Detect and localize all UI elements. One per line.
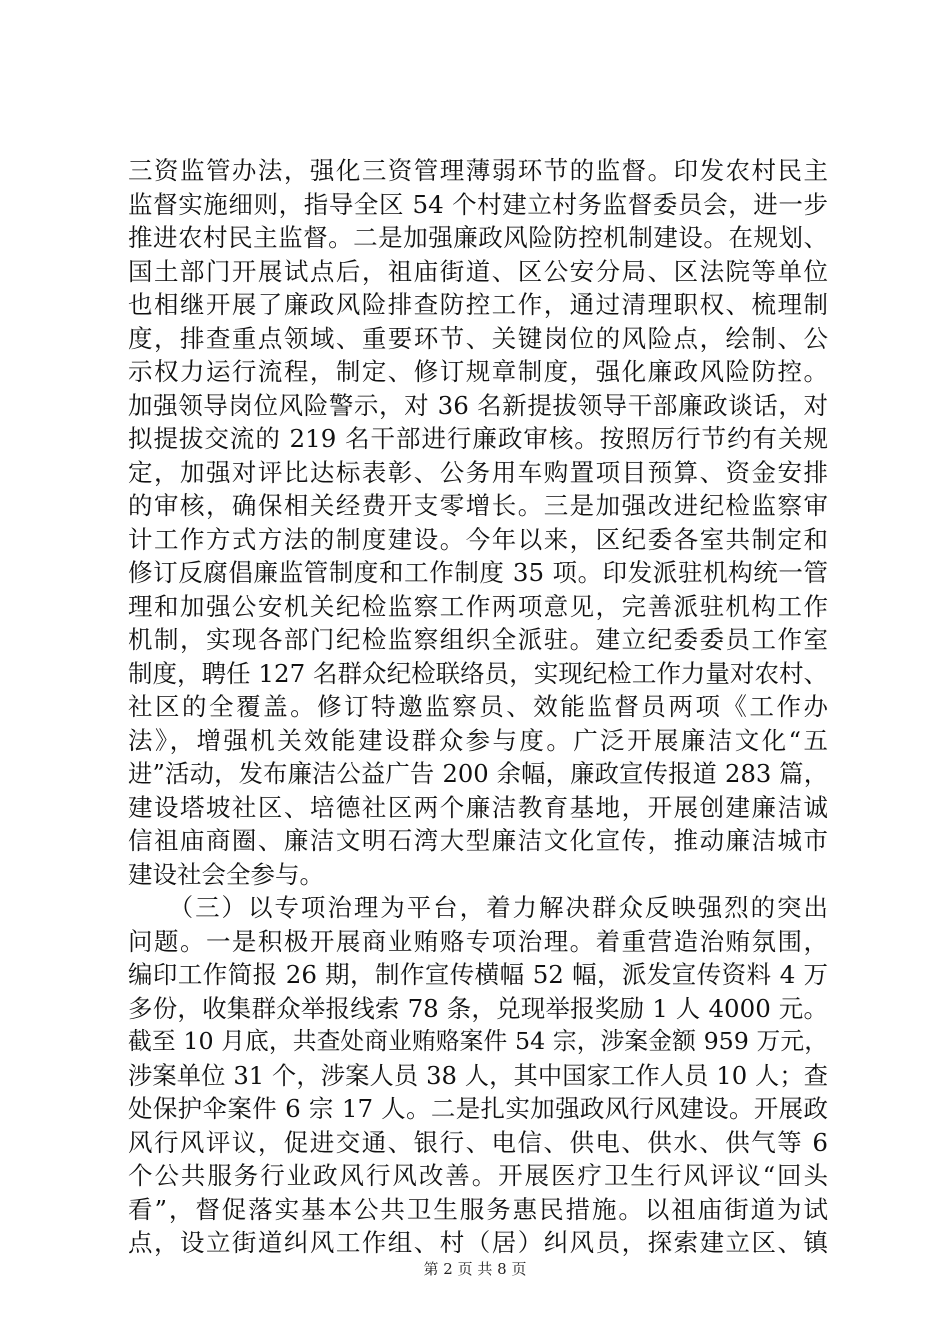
text-line: 度，排查重点领域、重要环节、关键岗位的风险点，绘制、公	[128, 323, 828, 353]
text-line: 监督实施细则，指导全区 54 个村建立村务监督委员会，进一步	[128, 189, 828, 219]
document-body	[128, 154, 828, 1260]
text-line: 的审核，确保相关经费开支零增长。三是加强改进纪检监察审	[128, 491, 828, 520]
text-line: 涉案单位 31 个，涉案人员 38 人，其中国家工作人员 10 人；查	[128, 1060, 828, 1090]
text-line: 修订反腐倡廉监管制度和工作制度 35 项。印发派驻机构统一管	[128, 558, 828, 587]
text-line: 三资监管办法，强化三资管理薄弱环节的监督。印发农村民主	[128, 156, 828, 185]
text-line: 处保护伞案件 6 宗 17 人。二是扎实加强政风行风建设。开展政	[128, 1094, 828, 1123]
text-line: 编印工作简报 26 期，制作宣传横幅 52 幅，派发宣传资料 4 万	[128, 960, 828, 989]
text-line: 示权力运行流程，制定、修订规章制度，强化廉政风险防控。	[128, 357, 828, 386]
text-line: 信祖庙商圈、廉洁文明石湾大型廉洁文化宣传，推动廉洁城市	[128, 826, 828, 855]
text-line: 多份，收集群众举报线索 78 条，兑现举报奖励 1 人 4000 元。	[128, 993, 828, 1023]
text-line: 法》，增强机关效能建设群众参与度。广泛开展廉洁文化“五	[128, 725, 828, 755]
page-number-footer: 第 2 页 共 8 页	[423, 1260, 527, 1278]
text-line: 也相继开展了廉政风险排查防控工作，通过清理职权、梳理制	[128, 290, 828, 319]
text-line: 风行风评议，促进交通、银行、电信、供电、供水、供气等 6	[128, 1127, 828, 1157]
text-line: 国土部门开展试点后，祖庙街道、区公安分局、区法院等单位	[128, 256, 828, 286]
text-line: （三）以专项治理为平台，着力解决群众反映强烈的突出	[128, 893, 828, 922]
text-line: 建设社会全参与。	[128, 859, 324, 889]
text-line: 进”活动，发布廉洁公益广告 200 余幅，廉政宣传报道 283 篇，	[128, 759, 828, 788]
text-line: 计工作方式方法的制度建设。今年以来，区纪委各室共制定和	[128, 524, 828, 554]
text-line: 定，加强对评比达标表彰、公务用车购置项目预算、资金安排	[128, 457, 828, 487]
text-line: 点，设立街道纠风工作组、村（居）纠风员，探索建立区、镇	[128, 1228, 828, 1257]
text-line: 截至 10 月底，共查处商业贿赂案件 54 宗，涉案金额 959 万元，	[128, 1027, 828, 1055]
text-line: 问题。一是积极开展商业贿赂专项治理。着重营造治贿氛围，	[128, 926, 828, 956]
text-line: 理和加强公安机关纪检监察工作两项意见，完善派驻机构工作	[128, 591, 828, 621]
text-line: 拟提拔交流的 219 名干部进行廉政审核。按照厉行节约有关规	[128, 424, 828, 453]
text-line: 看”，督促落实基本公共卫生服务惠民措施。以祖庙街道为试	[128, 1194, 828, 1224]
text-line: 个公共服务行业政风行风改善。开展医疗卫生行风评议“回头	[128, 1161, 828, 1190]
text-line: 社区的全覆盖。修订特邀监察员、效能监督员两项《工作办	[128, 692, 828, 721]
text-line: 机制，实现各部门纪检监察组织全派驻。建立纪委委员工作室	[128, 625, 828, 654]
text-line: 推进农村民主监督。二是加强廉政风险防控机制建设。在规划、	[128, 223, 828, 252]
text-line: 建设塔坡社区、培德社区两个廉洁教育基地，开展创建廉洁诚	[128, 792, 828, 822]
text-line: 制度，聘任 127 名群众纪检联络员，实现纪检工作力量对农村、	[128, 658, 828, 688]
text-line: 加强领导岗位风险警示，对 36 名新提拔领导干部廉政谈话，对	[128, 390, 828, 420]
